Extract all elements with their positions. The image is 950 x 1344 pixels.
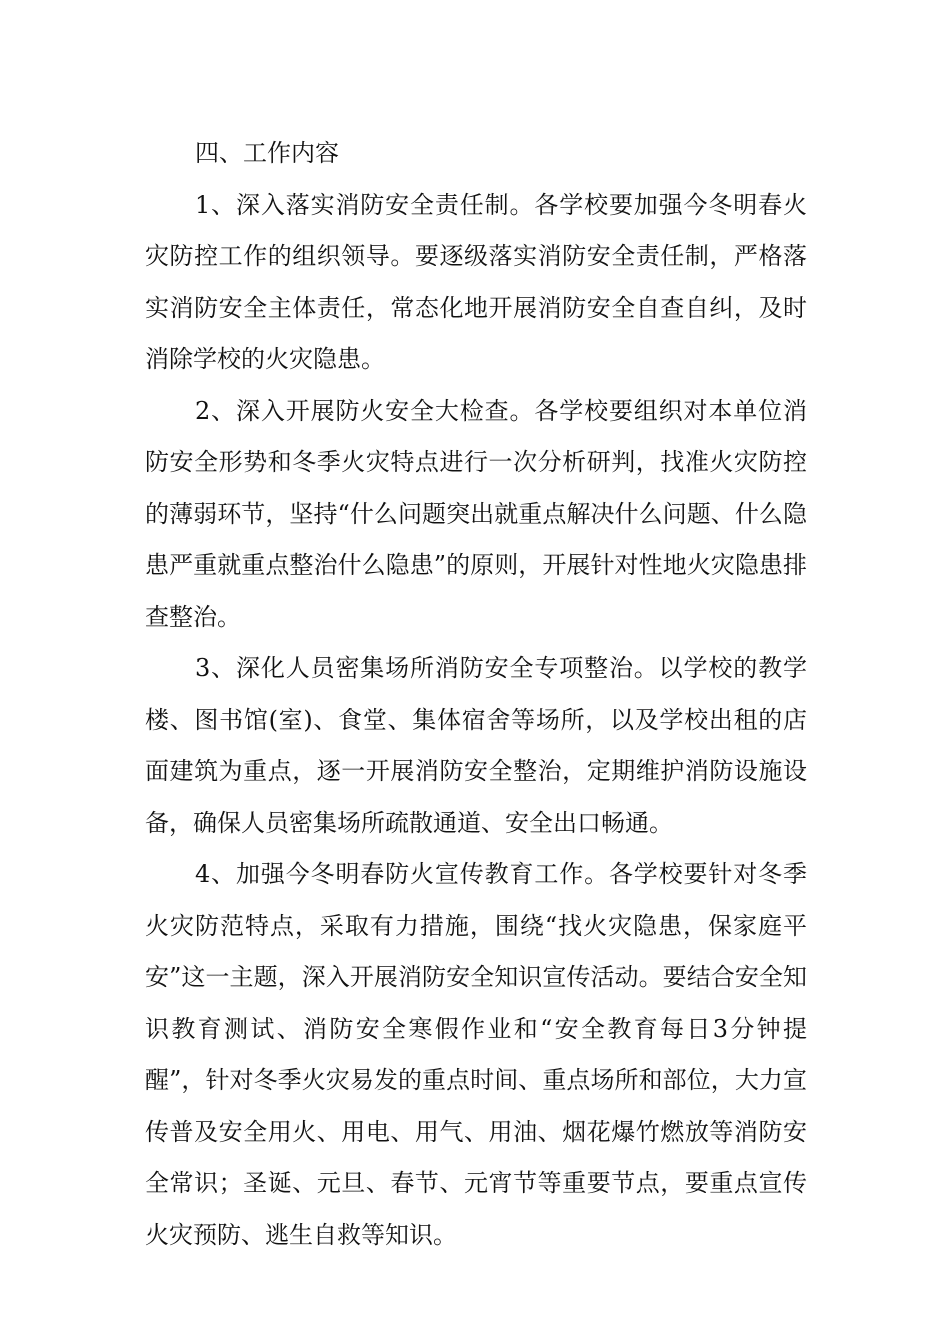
paragraph-4: 4、加强今冬明春防火宣传教育工作。各学校要针对冬季火灾防范特点，采取有力措施，围绕“找火灾隐患，保家庭平安”这一主题，深入开展消防安全知识宣传活动。要结合安全知识教育测试、消防安全寒假作业和“安全教育每日3分钟提醒”，针对冬季火灾易发的重点时间、重点场所和部位，大力宣传普及安全用火、用电、用气、用油、烟花爆竹燃放等消防安全常识；圣诞、元旦、春节、元宵节等重要节点，要重点宣传火灾预防、逃生自救等知识。	[145, 860, 807, 1249]
document-body	[145, 128, 807, 1261]
section-heading: 四、工作内容	[195, 139, 339, 167]
paragraph-3: 3、深化人员密集场所消防安全专项整治。以学校的教学楼、图书馆(室)、食堂、集体宿舍等场所，以及学校出租的店面建筑为重点，逐一开展消防安全整治，定期维护消防设施设备，确保人员密集场所疏散通道、安全出口畅通。	[145, 654, 807, 837]
paragraph-1: 1、深入落实消防安全责任制。各学校要加强今冬明春火灾防控工作的组织领导。要逐级落实消防安全责任制，严格落实消防安全主体责任，常态化地开展消防安全自查自纠，及时消除学校的火灾隐患。	[145, 190, 807, 373]
paragraph-2: 2、深入开展防火安全大检查。各学校要组织对本单位消防安全形势和冬季火灾特点进行一次分析研判，找准火灾防控的薄弱环节，坚持“什么问题突出就重点解决什么问题、什么隐患严重就重点整治什么隐患”的原则，开展针对性地火灾隐患排查整治。	[145, 396, 807, 631]
